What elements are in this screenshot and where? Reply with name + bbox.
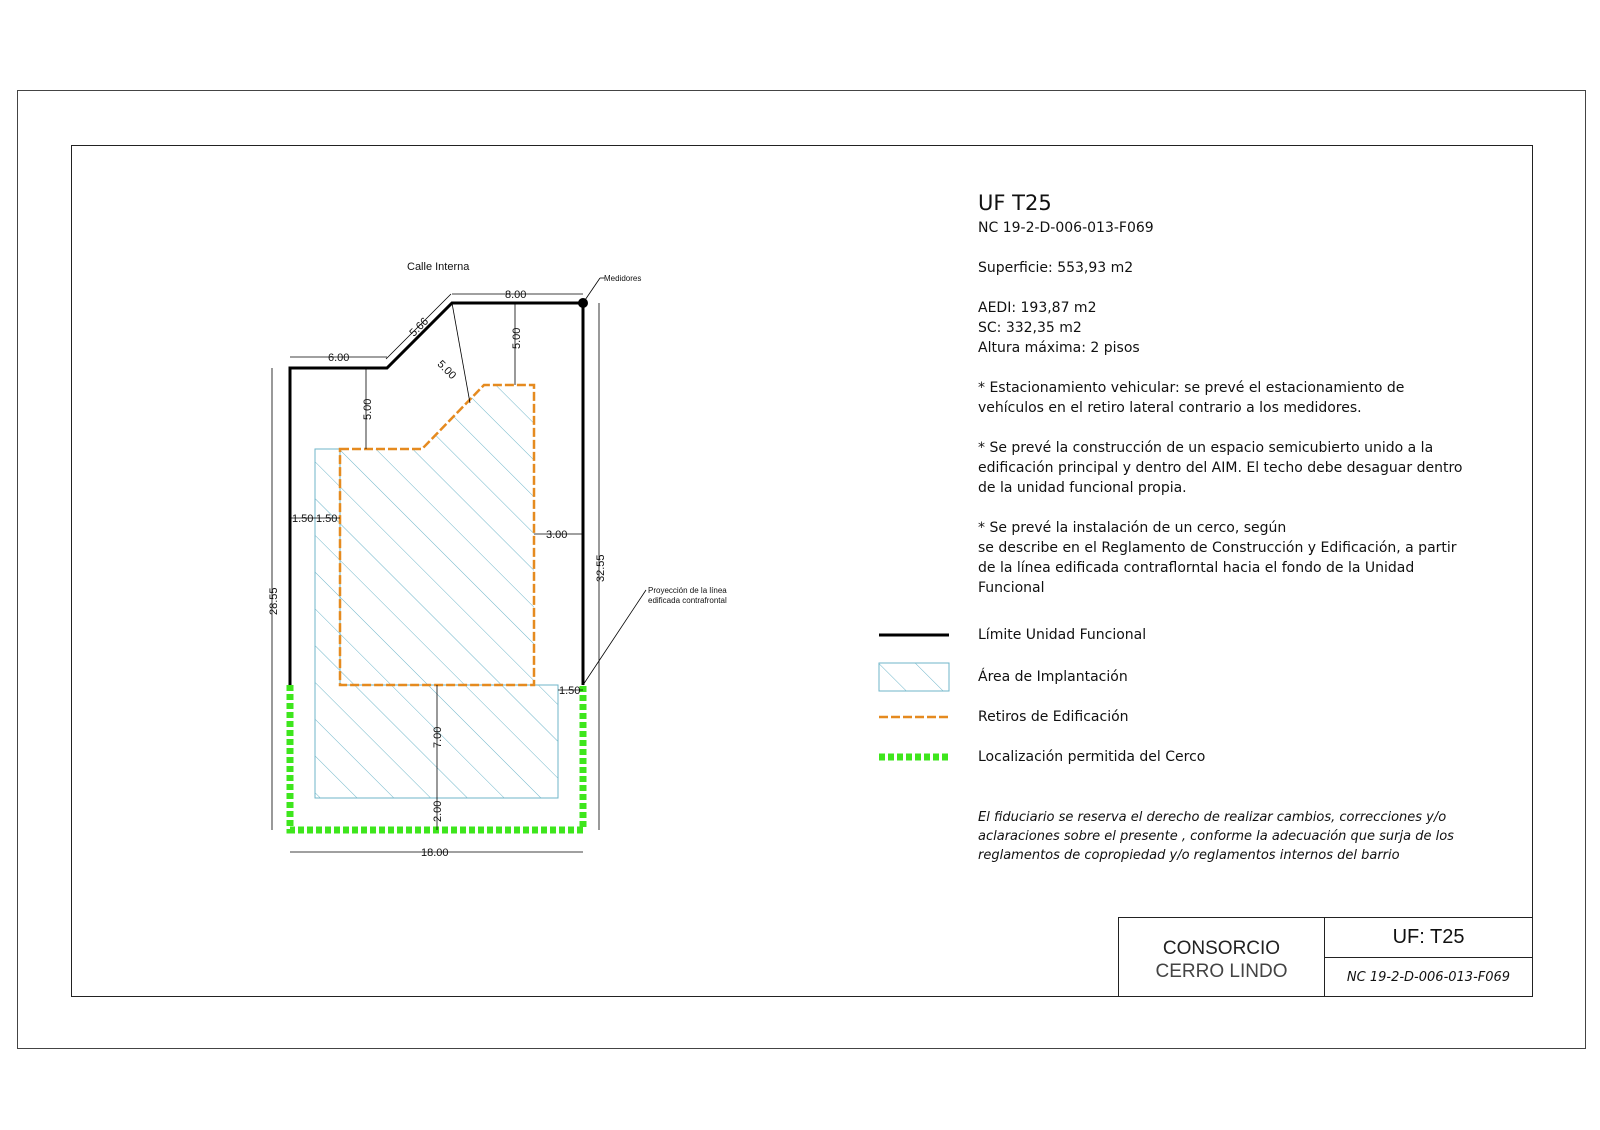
- dim-setback-diagonal: 5.00: [434, 358, 459, 382]
- setback-symbol: [877, 702, 951, 732]
- note-fence-1: * Se prevé la instalación de un cerco, según: [978, 520, 1287, 536]
- dim-front-left: 6.00: [328, 352, 350, 364]
- lot-height: Altura máxima: 2 pisos: [978, 340, 1140, 356]
- disclaimer-line-1: El fiduciario se reserva el derecho de realizar cambios, correcciones y/o: [978, 810, 1447, 825]
- note-fence-2: se describe en el Reglamento de Construcción y Edificación, a partir: [978, 540, 1457, 556]
- lot-surface: Superficie: 553,93 m2: [978, 260, 1134, 276]
- disclaimer-line-3: reglamentos de copropiedad y/o reglamentos internos del barrio: [978, 848, 1400, 863]
- dim-setback-front-left: 5.00: [362, 398, 374, 420]
- dim-side-left-b: 1.50: [316, 513, 338, 525]
- dim-front-right: 8.00: [505, 289, 527, 301]
- legend-boundary-label: Límite Unidad Funcional: [978, 627, 1147, 643]
- dim-depth-left: 28.55: [268, 587, 280, 615]
- projection-label-1: Proyección de la línea: [648, 586, 727, 595]
- title-block-uf: UF: T25: [1324, 917, 1533, 958]
- note-fence-3: de la línea edificada contraflorntal hacia el fondo de la Unidad: [978, 560, 1415, 576]
- note-fence-4: Funcional: [978, 580, 1045, 596]
- lot-nc: NC 19-2-D-006-013-F069: [978, 220, 1154, 236]
- dim-setback-front-right: 5.00: [511, 327, 523, 349]
- legend-boundary: [877, 620, 1477, 654]
- implantation-area-main: [340, 385, 534, 685]
- disclaimer: [978, 808, 1458, 865]
- dim-diagonal: 5.66: [407, 315, 432, 340]
- street-label: Calle Interna: [407, 261, 470, 273]
- lot-title: UF T25: [978, 191, 1052, 215]
- legend-area: [877, 662, 1477, 696]
- org-line-2: CERRO LINDO: [1155, 961, 1288, 982]
- lot-sc: SC: 332,35 m2: [978, 320, 1082, 336]
- lot-info: [978, 190, 1478, 598]
- dim-rear-7: 7.00: [432, 726, 444, 748]
- note-parking-2: vehículos en el retiro lateral contrario a los medidores.: [978, 400, 1362, 416]
- title-block-org: [1118, 917, 1325, 997]
- fence-symbol: [877, 742, 951, 772]
- legend-setback: [877, 702, 1477, 736]
- note-semicovered-3: de la unidad funcional propia.: [978, 480, 1187, 496]
- org-line-1: CONSORCIO: [1162, 938, 1281, 959]
- note-semicovered-1: * Se prevé la construcción de un espacio semicubierto unido a la: [978, 440, 1434, 456]
- meters-label: Medidores: [604, 274, 642, 283]
- disclaimer-line-2: aclaraciones sobre el presente , conforme la adecuación que surja de los: [978, 829, 1454, 844]
- dim-rear-right: 1.50: [559, 685, 581, 697]
- legend-setback-label: Retiros de Edificación: [978, 709, 1129, 725]
- note-semicovered-2: edificación principal y dentro del AIM. El techo debe desaguar dentro: [978, 460, 1463, 476]
- dim-rear-2: 2.00: [432, 800, 444, 822]
- projection-label-2: edificada contrafrontal: [648, 596, 727, 605]
- note-parking-1: * Estacionamiento vehicular: se prevé el estacionamiento de: [978, 380, 1405, 396]
- dim-width: 18.00: [421, 847, 449, 859]
- title-block-nc: NC 19-2-D-006-013-F069: [1324, 957, 1533, 997]
- legend-area-label: Área de Implantación: [978, 669, 1128, 685]
- boundary-symbol: [877, 620, 951, 650]
- area-symbol: [877, 662, 951, 692]
- legend-fence-label: Localización permitida del Cerco: [978, 749, 1206, 765]
- dim-side-left-a: 1.50: [292, 513, 314, 525]
- legend-fence: [877, 742, 1477, 776]
- dim-depth-right: 32.55: [595, 554, 607, 582]
- lot-aedi: AEDI: 193,87 m2: [978, 300, 1097, 316]
- dim-side-right: 3.00: [546, 529, 568, 541]
